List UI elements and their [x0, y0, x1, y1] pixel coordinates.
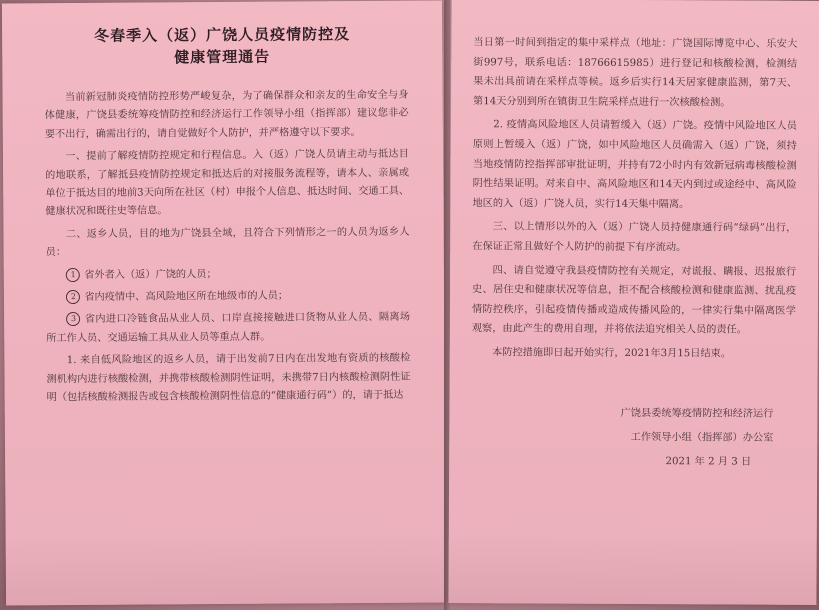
effective-date-paragraph: 本防控措施即日起开始实行，2021年3月15日结束。	[492, 347, 732, 360]
continued-paragraph: 当日第一时间到指定的集中采样点（地址：广饶国际博览中心、乐安大街997号，联系电话：18766615985）进行登记和核酸检测，检测结果未出具前请在采样点等候。返乡后实行14天居家健康监测，第7天、第14天分别到所在镇街卫生院采样点进行一次核酸检测。	[473, 37, 798, 109]
list-item-text: 省外者入（返）广饶的人员；	[84, 268, 217, 281]
list-number-badge: 3	[66, 312, 80, 326]
notice-body-left	[3, 86, 445, 408]
signature-block	[449, 401, 817, 475]
notice-title-line1: 冬春季入（返）广饶人员疫情防控及	[94, 25, 351, 45]
section-two-paragraph: 二、返乡人员，目的地为广饶县全域，且符合下列情形之一的人员为返乡人员：	[45, 226, 410, 259]
notice-page-right	[448, 0, 819, 605]
high-risk-paragraph: 2. 疫情高风险地区人员请暂缓入（返）广饶。疫情中风险地区人员原则上暂缓入（返）广饶，如中风险地区人员确需入（返）广饶，须持当地疫情防控指挥部审批证明，并持有72小时内有效新冠病毒核酸检测阴性结果证明。对来自中、高风险地区和14天内到过或途经中、高风险地区的入（返）广饶人员，实行14天集中隔离。	[472, 119, 797, 211]
signature-org-line1: 广饶县委统筹疫情防控和经济运行	[620, 407, 774, 420]
list-number-badge: 2	[66, 290, 80, 304]
notice-title-line2: 健康管理通告	[174, 47, 271, 67]
section-three-paragraph: 三、以上情形以外的入（返）广饶人员持健康通行码“绿码”出行，在保证正常且做好个人防护的前提下有序流动。	[472, 221, 797, 254]
section-four-paragraph: 四、请自觉遵守我县疫情防控有关规定，对谎报、瞒报、迟报旅行史、居住史和健康状况等信息，拒不配合核酸检测和健康监测、扰乱疫情防控秩序，引起疫情传播或造成传播风险的，一律实行集中隔离医学观察，由此产生的费用自理，并将依法追究相关人员的责任。	[471, 264, 797, 336]
signature-date: 2021 年 2 月 3 日	[665, 455, 752, 468]
list-number-badge: 1	[66, 268, 80, 282]
list-item-text: 省内疫情中、高风险地区所在地级市的人员；	[84, 290, 289, 304]
list-item-text: 省内进口冷链食品从业人员、口岸直接接触进口货物从业人员、隔离场所工作人员、交通运输工具从业人员等重点人群。	[46, 312, 411, 345]
notice-page-left	[2, 0, 446, 605]
section-one-paragraph: 一、提前了解疫情防控规定和行程信息。入（返）广饶人员请主动与抵达目的地联系，了解抵县疫情防控规定和抵达后的对接服务流程等，请本人、亲属或单位于抵达目的地前3天向所在社区（村）申报个人信息、抵达时间、交通工具、健康状况和既往史等信息。	[45, 148, 410, 218]
notice-body-right	[450, 33, 819, 364]
low-risk-returnee-paragraph: 1. 来自低风险地区的返乡人员，请于出发前7日内在出发地有资质的核酸检测机构内进行核酸检测，并携带核酸检测阴性证明，未携带7日内核酸检测阴性证明（包括核酸检测报告或包含核酸检测阴性信息的“健康通行码”）的，请于抵达	[46, 352, 411, 404]
list-item	[46, 309, 410, 348]
intro-paragraph: 当前新冠肺炎疫情防控形势严峻复杂，为了确保群众和亲友的生命安全与身体健康，广饶县委统筹疫情防控和经济运行工作领导小组（指挥部）建议您非必要不出行，确需出行的，请自觉做好个人防护，并严格遵守以下要求。	[44, 89, 409, 141]
signature-org-line2: 工作领导小组（指挥部）办公室	[630, 431, 774, 444]
